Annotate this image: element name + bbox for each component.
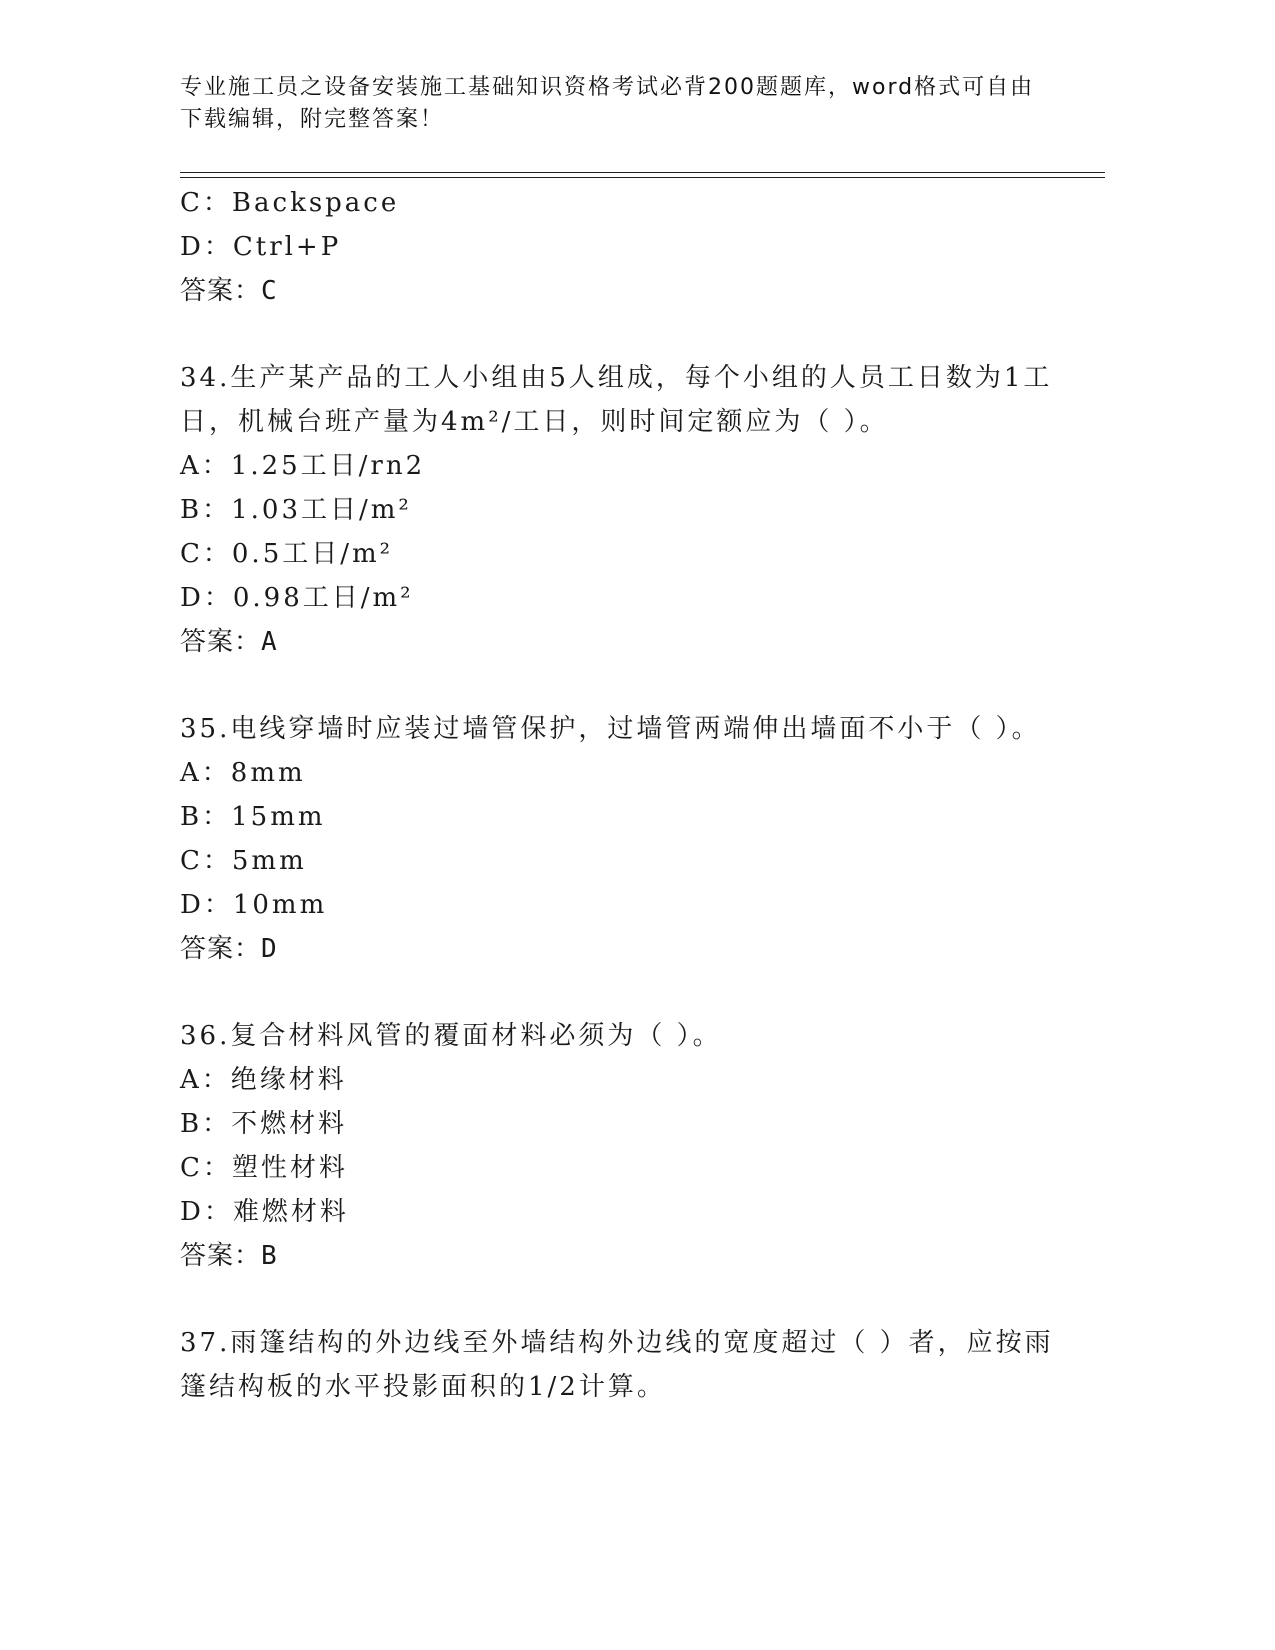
question-list xyxy=(180,181,1080,1409)
question-33-tail xyxy=(180,181,1080,313)
answer xyxy=(180,620,1080,664)
question-text-line-1: 36.复合材料风管的覆面材料必须为（ ）。 xyxy=(180,1021,722,1051)
answer-label: 答案： xyxy=(180,1241,262,1271)
header-title-line-1: 专业施工员之设备安装施工基础知识资格考试必背200题题库，word格式可自由 xyxy=(180,75,1035,100)
option-d: D：10mm xyxy=(180,890,328,920)
option-a: A：1.25工日/rn2 xyxy=(180,451,426,481)
option-a: A：绝缘材料 xyxy=(180,1065,347,1095)
answer xyxy=(180,1234,1080,1278)
option-c: C：0.5工日/m² xyxy=(180,539,394,569)
option-d: D：Ctrl+P xyxy=(180,232,342,262)
option-b: B：15mm xyxy=(180,802,326,832)
answer-label: 答案： xyxy=(180,276,262,306)
answer-label: 答案： xyxy=(180,627,262,657)
answer xyxy=(180,927,1080,971)
option-d: D：0.98工日/m² xyxy=(180,583,414,613)
option-a: A：8mm xyxy=(180,758,306,788)
option-c: C：Backspace xyxy=(180,188,400,218)
document-header xyxy=(180,72,1080,136)
answer-label: 答案： xyxy=(180,934,262,964)
option-b: B：不燃材料 xyxy=(180,1109,348,1139)
answer xyxy=(180,269,1080,313)
question-35 xyxy=(180,707,1080,971)
answer-value: C xyxy=(261,276,278,306)
answer-value: D xyxy=(261,934,278,964)
question-text-line-2: 日，机械台班产量为4m²/工日，则时间定额应为（ ）。 xyxy=(180,407,889,437)
header-divider-bottom xyxy=(180,177,1105,178)
header-divider-top xyxy=(180,172,1105,173)
option-c: C：5mm xyxy=(180,846,307,876)
question-text-line-1: 34.生产某产品的工人小组由5人组成，每个小组的人员工日数为1工 xyxy=(180,363,1053,393)
question-text-line-2: 篷结构板的水平投影面积的1/2计算。 xyxy=(180,1372,666,1402)
question-text-line-1: 35.电线穿墙时应装过墙管保护，过墙管两端伸出墙面不小于（ ）。 xyxy=(180,714,1041,744)
header-title-line-2: 下载编辑，附完整答案！ xyxy=(180,107,445,132)
answer-value: B xyxy=(261,1241,278,1271)
question-text-line-1: 37.雨篷结构的外边线至外墙结构外边线的宽度超过（ ）者，应按雨 xyxy=(180,1328,1054,1358)
option-d: D：难燃材料 xyxy=(180,1197,349,1227)
question-37 xyxy=(180,1321,1080,1409)
question-34 xyxy=(180,356,1080,664)
option-b: B：1.03工日/m² xyxy=(180,495,412,525)
option-c: C：塑性材料 xyxy=(180,1153,348,1183)
answer-value: A xyxy=(261,627,278,657)
question-36 xyxy=(180,1014,1080,1278)
